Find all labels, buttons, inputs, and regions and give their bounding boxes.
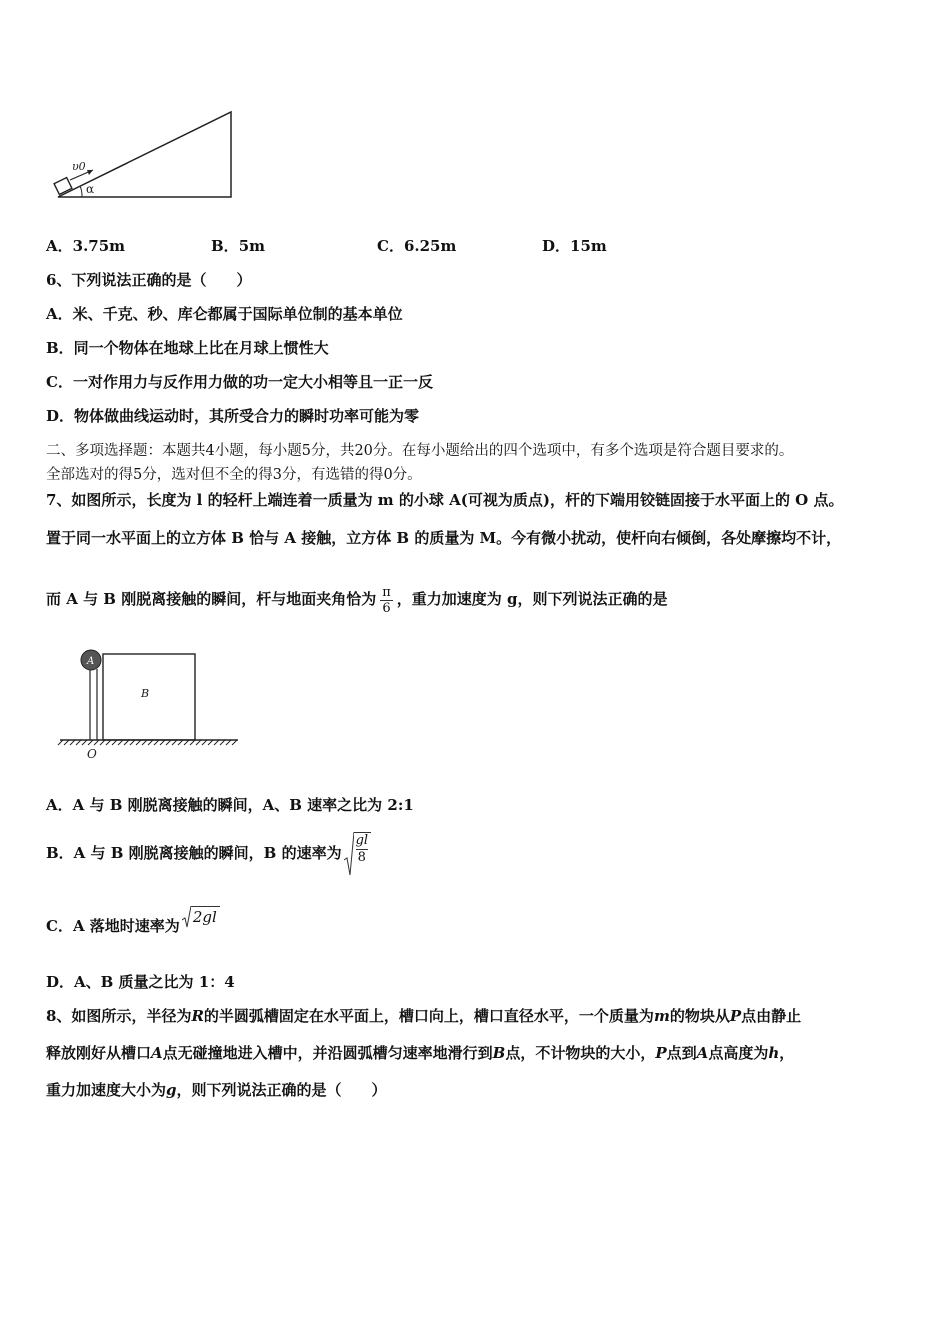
option-key: D． [542,237,571,255]
option-text: 3.75m [72,237,126,255]
q8-line1 [46,1006,801,1026]
text: 8、如图所示，半径为 [46,1007,192,1025]
radical-sign [182,906,191,928]
q5-option-a [46,236,125,256]
var-a: A [696,1044,709,1062]
var-m: m [653,1007,670,1025]
text: 点高度为 [708,1044,769,1062]
var-r: R [191,1007,204,1025]
q8-line3 [46,1080,387,1100]
radicand-fraction [354,832,371,876]
option-key: C． [377,237,404,255]
q6-option-b: B．同一个物体在地球上比在月球上惯性大 [46,339,329,357]
q5-option-b [211,236,265,256]
pivot-o-label: O [87,747,97,761]
angle-fraction [380,585,393,616]
sqrt-expression [344,832,371,876]
option-key: B． [211,237,239,255]
q7-line3-text: 而 A 与 B 刚脱离接触的瞬间，杆与地面夹角恰为 [46,590,377,608]
q7-line2: 置于同一水平面上的立方体 B 恰与 A 接触，立方体 B 的质量为 M。今有微小扰动，使杆向右倾倒，各处摩擦均不计， [46,529,842,547]
text: ，则下列说法正确的是（ ） [176,1081,387,1099]
incline-figure [48,100,248,210]
text: 释放刚好从槽口 [46,1044,152,1062]
q7-line3 [46,582,667,616]
fraction-numerator: π [382,584,391,600]
option-text: 5m [238,237,265,255]
rod-cube-figure [55,645,245,765]
q6-option-a: A．米、千克、秒、库仑都属于国际单位制的基本单位 [46,305,403,323]
option-key: A． [46,237,73,255]
fraction-denominator: 6 [382,600,391,616]
alpha-arc [80,186,82,197]
radicand: 2gl [191,906,220,928]
var-a: A [151,1044,163,1062]
text: 点，不计物块的大小， [505,1044,656,1062]
cube-b-label: B [141,687,150,700]
section2-line1: 二、多项选择题：本题共4小题，每小题5分，共20分。在每小题给出的四个选项中，有多个选项是符合题目要求的。 [46,443,794,459]
q6-stem: 6、下列说法正确的是（ ） [46,271,252,289]
text: ， [779,1044,795,1062]
sqrt-expression [182,906,220,928]
q7-option-a: A．A 与 B 刚脱离接触的瞬间，A、B 速率之比为 2:1 [46,796,414,814]
text: 点由静止 [741,1007,802,1025]
q7-option-b [46,830,371,876]
var-p: P [729,1007,742,1025]
q6-option-d: D．物体做曲线运动时，其所受合力的瞬时功率可能为零 [46,407,420,425]
q7-option-c [46,908,220,940]
text: 点无碰撞地进入槽中，并沿圆弧槽匀速率地滑行到 [162,1044,493,1062]
q8-line2 [46,1043,794,1063]
v0-label: υ0 [72,160,86,173]
alpha-label: α [86,182,95,196]
var-b: B [492,1044,506,1062]
var-g: g [166,1081,177,1099]
q5-option-d [542,236,607,256]
var-h: h [768,1044,780,1062]
text: 的物块从 [669,1007,730,1025]
q7-option-c-text: C．A 落地时速率为 [46,917,180,935]
q6-option-c: C．一对作用力与反作用力做的功一定大小相等且一正一反 [46,373,433,391]
section2-line2: 全部选对的得5分，选对但不全的得3分，有选错的得0分。 [46,467,422,483]
q7-line1: 7、如图所示，长度为 l 的轻杆上端连着一质量为 m 的小球 A(可视为质点)，杆的下端用铰链固接于水平面上的 O 点。 [46,491,844,509]
ball-a-label: A [87,656,95,667]
q7-option-d: D．A、B 质量之比为 1：4 [46,973,235,991]
radical-sign [344,832,354,876]
var-p: P [655,1044,667,1062]
option-text: 6.25m [403,237,457,255]
q7-option-b-text: B．A 与 B 刚脱离接触的瞬间，B 的速率为 [46,844,342,862]
q5-option-c [377,236,456,256]
ground-hatching [58,740,237,745]
option-text: 15m [570,237,607,255]
text: 的半圆弧槽固定在水平面上，槽口向上，槽口直径水平，一个质量为 [203,1007,654,1025]
fraction-denominator: 8 [357,850,366,865]
incline-triangle [58,112,231,197]
q7-line3-text-end: ，重力加速度为 g，则下列说法正确的是 [396,590,668,608]
fraction-numerator: gl [355,833,369,848]
text: 重力加速度大小为 [46,1081,167,1099]
text: 点到 [666,1044,697,1062]
